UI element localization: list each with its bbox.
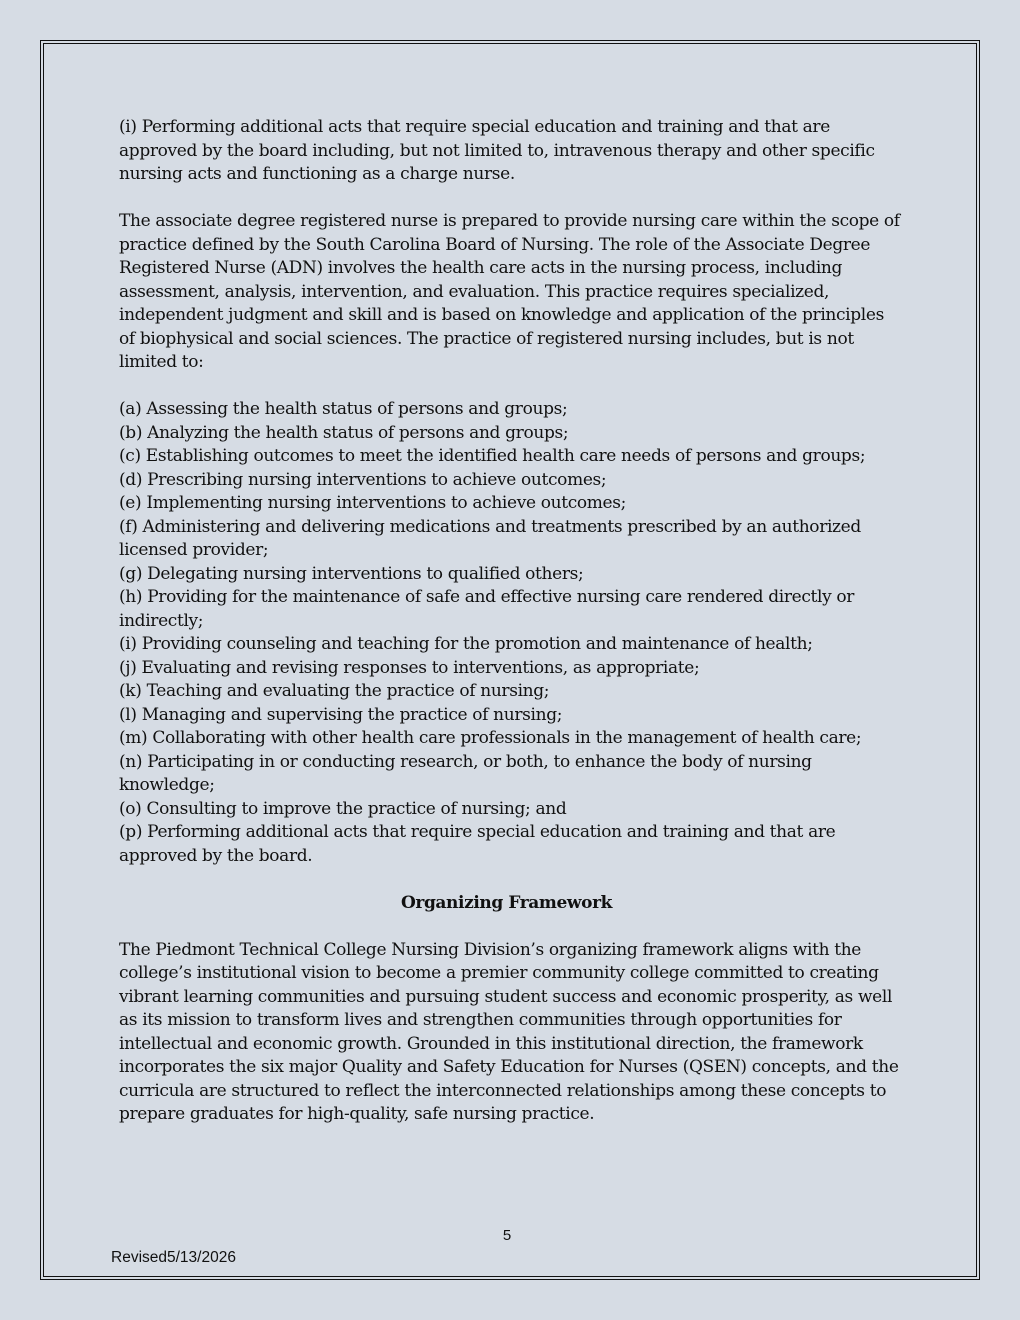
list-item: (n) Participating in or conducting research, or both, to enhance the body of nursing knowledge;	[119, 751, 812, 795]
list-item: (b) Analyzing the health status of persons and groups;	[119, 422, 569, 443]
practice-list	[119, 398, 904, 868]
framework-paragraph: The Piedmont Technical College Nursing Division’s organizing framework aligns with the college’s institutional vision to become a premier community college committed to creating vibrant learning communities and pursuing student success and economic prosperity, as well as its mission to transform lives and strengthen communities through opportunities for intellectual and economic growth. Grounded in this institutional direction, the framework incorporates the six major Quality and Safety Education for Nurses (QSEN) concepts, and the curricula are structured to reflect the interconnected relationships among these concepts to prepare graduates for high-quality, safe nursing practice.	[119, 939, 899, 1124]
list-item: (c) Establishing outcomes to meet the identified health care needs of persons and groups;	[119, 446, 866, 466]
section-heading: Organizing Framework	[400, 892, 613, 913]
list-item: (m) Collaborating with other health care professionals in the management of health care;	[119, 728, 862, 748]
list-item: (o) Consulting to improve the practice of nursing; and	[119, 798, 567, 819]
list-item: (k) Teaching and evaluating the practice of nursing;	[119, 681, 550, 701]
adn-paragraph: The associate degree registered nurse is prepared to provide nursing care within the scope of practice defined by the South Carolina Board of Nursing. The role of the Associate Degree Registered Nurse (ADN) involves the health care acts in the nursing process, including assessment, analysis, intervention, and evaluation. This practice requires specialized, independent judgment and skill and is based on knowledge and application of the principles of biophysical and social sciences. The practice of registered nursing includes, but is not limited to:	[119, 211, 900, 372]
list-item: (h) Providing for the maintenance of safe and effective nursing care rendered directly or indirectly;	[119, 587, 855, 631]
list-item: (j) Evaluating and revising responses to interventions, as appropriate;	[119, 657, 700, 678]
list-item: (g) Delegating nursing interventions to qualified others;	[119, 563, 584, 584]
list-item: (l) Managing and supervising the practice of nursing;	[119, 704, 563, 725]
document-body	[119, 116, 904, 1127]
revised-date: Revised5/13/2026	[111, 1249, 236, 1266]
page-number: 5	[502, 1227, 512, 1244]
list-item: (i) Providing counseling and teaching for the promotion and maintenance of health;	[119, 634, 813, 654]
list-item: (a) Assessing the health status of persons and groups;	[119, 399, 568, 419]
intro-item: (i) Performing additional acts that require special education and training and that are approved by the board including, but not limited to, intravenous therapy and other specific nursing acts and functioning as a charge nurse.	[119, 117, 875, 184]
list-item: (p) Performing additional acts that require special education and training and that are approved by the board.	[119, 822, 836, 866]
list-item: (f) Administering and delivering medications and treatments prescribed by an authorized licensed provider;	[119, 516, 861, 560]
list-item: (e) Implementing nursing interventions to achieve outcomes;	[119, 493, 626, 513]
list-item: (d) Prescribing nursing interventions to achieve outcomes;	[119, 469, 607, 490]
